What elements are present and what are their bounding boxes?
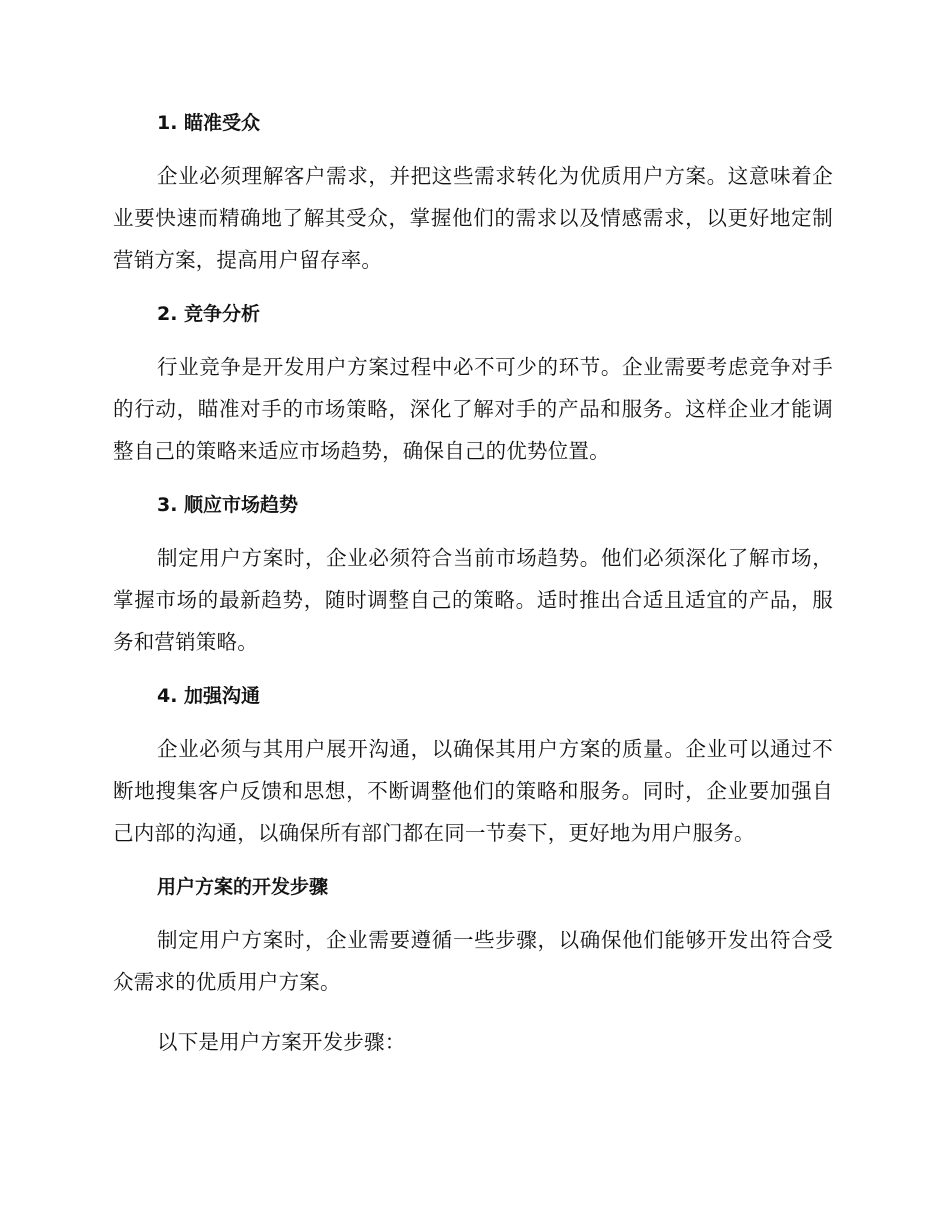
section-body-market-trends: 制定用户方案时，企业必须符合当前市场趋势。他们必须深化了解市场，掌握市场的最新趋势，随时调整自己的策略。适时推出合适且适宜的产品，服务和营销策略。 xyxy=(113,546,833,654)
closing-paragraph: 以下是用户方案开发步骤： xyxy=(157,1030,406,1054)
section-body-audience: 企业必须理解客户需求，并把这些需求转化为优质用户方案。这意味着企业要快速而精确地了解其受众，掌握他们的需求以及情感需求，以更好地定制营销方案，提高用户留存率。 xyxy=(113,164,833,272)
section-heading-competition: 2. 竞争分析 xyxy=(157,303,261,325)
section-heading-market-trends: 3. 顺应市场趋势 xyxy=(157,494,299,516)
section-body-development-steps: 制定用户方案时，企业需要遵循一些步骤，以确保他们能够开发出符合受众需求的优质用户方案。 xyxy=(113,928,833,994)
section-heading-communication: 4. 加强沟通 xyxy=(157,685,261,707)
section-heading-development-steps: 用户方案的开发步骤 xyxy=(157,876,329,898)
section-body-communication: 企业必须与其用户展开沟通，以确保其用户方案的质量。企业可以通过不断地搜集客户反馈和思想，不断调整他们的策略和服务。同时，企业要加强自己内部的沟通，以确保所有部门都在同一节奏下，更好地为用户服务。 xyxy=(113,737,833,845)
section-body-competition: 行业竞争是开发用户方案过程中必不可少的环节。企业需要考虑竞争对手的行动，瞄准对手的市场策略，深化了解对手的产品和服务。这样企业才能调整自己的策略来适应市场趋势，确保自己的优势位置。 xyxy=(113,355,833,463)
section-heading-audience: 1. 瞄准受众 xyxy=(157,112,261,134)
document-page xyxy=(113,108,833,1081)
